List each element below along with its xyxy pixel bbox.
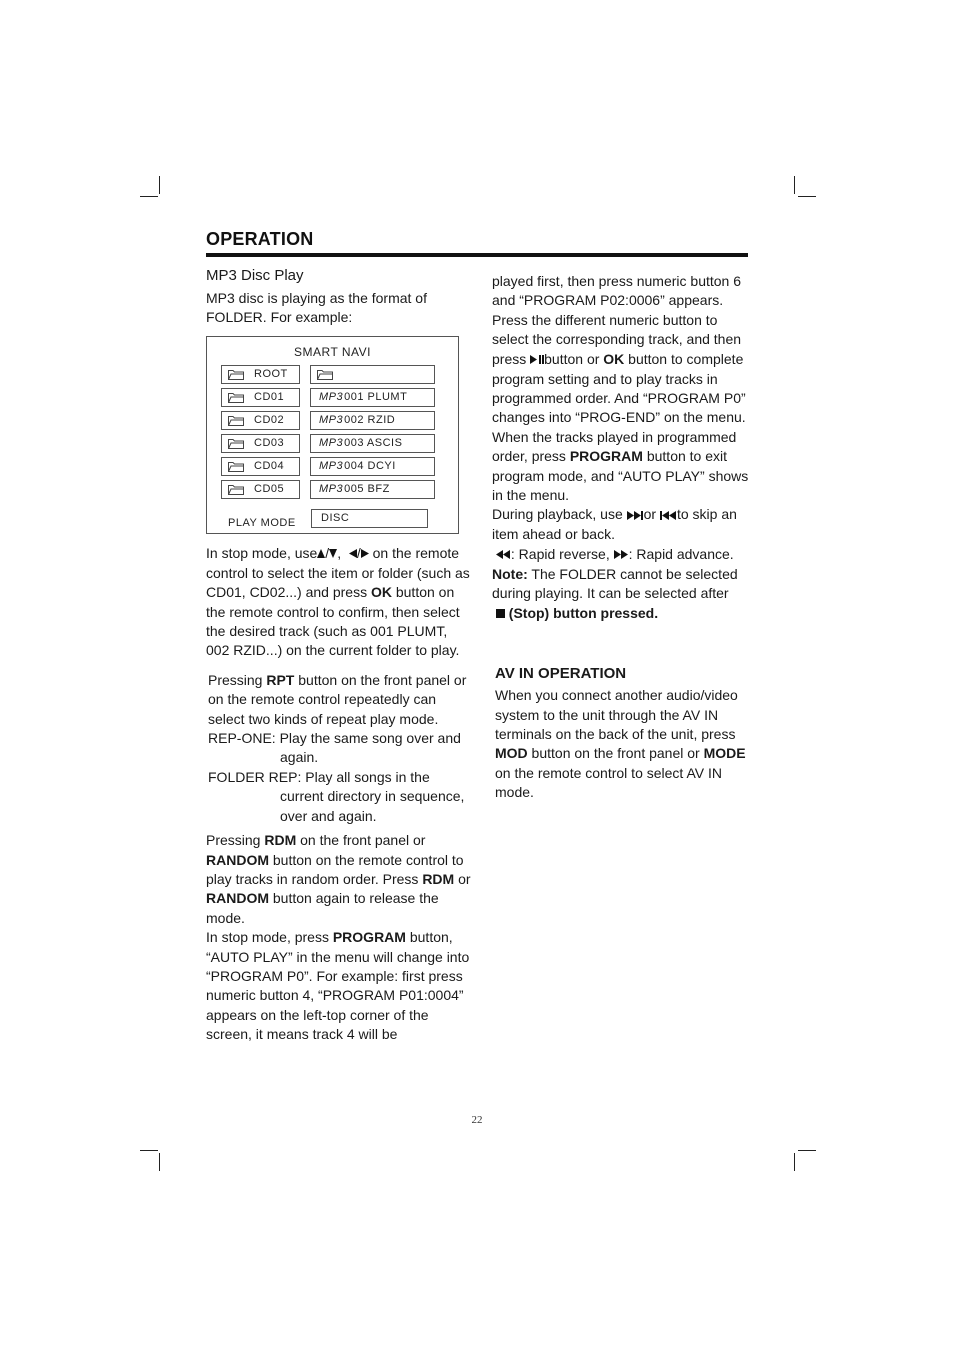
text: The FOLDER cannot be selected during playing. It can be selected after xyxy=(492,565,738,602)
right-arrow-icon xyxy=(361,544,369,563)
mod-label: MOD xyxy=(495,745,528,762)
mp3-prefix: MP3 xyxy=(319,390,344,403)
text: During playback, use xyxy=(492,506,627,523)
crop-mark xyxy=(159,176,160,194)
intro-paragraph: MP3 disc is playing as the format of FOLDER. For example: xyxy=(206,290,427,326)
crop-mark xyxy=(798,196,816,197)
mp3-prefix: MP3 xyxy=(319,413,344,426)
ok-label: OK xyxy=(370,584,392,601)
text: button to exit program mode, and “AUTO PLAY” shows in the menu. xyxy=(492,448,749,504)
av-in-paragraph xyxy=(495,686,750,802)
text: on the remote control to select AV IN mode. xyxy=(495,764,722,801)
mp3-prefix: MP3 xyxy=(319,482,344,495)
play-pause-icon xyxy=(530,350,544,369)
smart-navi-title: SMART NAVI xyxy=(293,344,372,359)
text: on the front panel or xyxy=(296,832,426,849)
note-label: Note: xyxy=(492,565,528,582)
text: button again to release the mode. xyxy=(206,890,439,926)
text: , xyxy=(337,544,342,561)
stop-label: (Stop) button pressed. xyxy=(508,604,659,621)
folder-item[interactable] xyxy=(221,411,300,430)
rapid-paragraph xyxy=(492,545,750,565)
track-label: 003 ASCIS xyxy=(344,436,403,449)
folder-label: CD02 xyxy=(254,413,285,426)
navigation-paragraph: In stop mode, use / , / on the remote control to select the item or folder (such as CD01, CD02...) and press OK button on the remote control to confirm, then select the desired track (such as 001 PLUMT, 002 RZID...) on the current folder to play. xyxy=(206,544,470,659)
rep-one-line: REP-ONE: Play the same song over and xyxy=(208,730,461,747)
track-label: 001 PLUMT xyxy=(344,390,408,403)
note-paragraph xyxy=(492,565,750,624)
folder-icon xyxy=(228,369,244,379)
skip-next-icon xyxy=(627,506,644,525)
track-label: 005 BFZ xyxy=(344,482,390,495)
page-title: OPERATION xyxy=(206,229,314,249)
rpt-label: RPT xyxy=(266,671,295,688)
text: In stop mode, use xyxy=(206,544,318,561)
folder-item[interactable] xyxy=(221,434,300,453)
text: on the remote control to select the item or folder (such as CD01, CD02...) and press xyxy=(206,544,470,601)
title-rule xyxy=(206,253,748,257)
track-item[interactable] xyxy=(310,457,435,476)
text: button, “AUTO PLAY” in the menu will change into “PROGRAM P0”. For example: first press numeric button 4, “PROGRAM P01:0004” appears on the left-top corner of the screen, it means track 4 will be xyxy=(206,929,470,1043)
section-heading-mp3: MP3 Disc Play xyxy=(206,267,304,284)
text: to skip an item ahead or back. xyxy=(492,506,737,543)
play-mode-label: PLAY MODE xyxy=(228,516,296,529)
crop-mark xyxy=(140,196,158,197)
program-paragraph xyxy=(206,928,474,1044)
play-mode-box xyxy=(311,509,428,528)
crop-mark xyxy=(140,1150,158,1151)
folder-rep-line-cont: current directory in sequence, xyxy=(280,788,465,805)
page-number: 22 xyxy=(471,1114,483,1126)
repeat-paragraph xyxy=(208,671,474,729)
folder-label: CD04 xyxy=(254,459,285,472)
mp3-prefix: MP3 xyxy=(319,459,344,472)
smart-navi-screen xyxy=(206,336,459,534)
folder-item[interactable] xyxy=(221,388,300,407)
text: button on the remote control to play tracks in random order. Press xyxy=(206,851,464,887)
crop-mark xyxy=(159,1153,160,1171)
track-item[interactable] xyxy=(310,388,435,407)
random-label: RANDOM xyxy=(206,851,269,868)
folder-item[interactable] xyxy=(221,480,300,499)
folder-icon xyxy=(228,415,244,425)
left-column xyxy=(206,266,474,1045)
text: Pressing xyxy=(206,832,265,849)
crop-mark xyxy=(794,176,795,194)
text: : Rapid reverse, xyxy=(510,545,614,562)
text: played first, then press numeric button 6 and “PROGRAM P02:0006” appears. Press the different numeric button to select the corresponding track, and then press xyxy=(492,273,742,367)
right-column xyxy=(492,272,750,803)
track-item[interactable] xyxy=(310,365,435,384)
random-label: RANDOM xyxy=(206,890,269,907)
folder-icon xyxy=(317,369,333,379)
folder-label: CD01 xyxy=(254,390,285,403)
folder-label: CD03 xyxy=(254,436,285,449)
text: button to complete program setting and to play tracks in programmed order. And “PROGRAM P0” changes into “PROG-END” on the menu. xyxy=(492,350,746,426)
mp3-prefix: MP3 xyxy=(319,436,344,449)
folder-icon xyxy=(228,392,244,402)
text: In stop mode, press xyxy=(206,929,333,946)
program-continued-paragraph xyxy=(492,272,750,428)
stop-icon xyxy=(496,604,505,623)
fast-forward-icon xyxy=(614,545,629,564)
left-arrow-icon xyxy=(349,544,357,563)
rewind-icon xyxy=(496,545,511,564)
ok-label: OK xyxy=(603,350,625,367)
text: button or xyxy=(544,350,604,367)
folder-icon xyxy=(228,461,244,471)
down-arrow-icon xyxy=(329,544,337,563)
exit-program-paragraph xyxy=(492,428,750,506)
track-item[interactable] xyxy=(310,411,435,430)
text: When the tracks played in programmed order, press xyxy=(492,428,737,465)
program-label: PROGRAM xyxy=(569,448,643,465)
text: button on the front panel or on the remote control repeatedly can select two kinds of repeat play mode. xyxy=(208,671,467,727)
section-heading-av-in: AV IN OPERATION xyxy=(495,664,627,682)
program-label: PROGRAM xyxy=(332,929,406,946)
track-label: 002 RZID xyxy=(344,413,396,426)
text: or xyxy=(643,506,660,523)
crop-mark xyxy=(798,1150,816,1151)
folder-item[interactable] xyxy=(221,365,300,384)
play-mode-value: DISC xyxy=(321,511,350,524)
folder-label: CD05 xyxy=(254,482,285,495)
folder-icon xyxy=(228,438,244,448)
text: or xyxy=(454,870,471,887)
up-arrow-icon xyxy=(317,544,325,563)
track-item[interactable] xyxy=(310,480,435,499)
random-paragraph xyxy=(206,831,474,928)
mode-label: MODE xyxy=(703,745,746,762)
skip-previous-icon xyxy=(660,506,677,525)
text: button on the front panel or xyxy=(527,745,704,762)
rdm-label: RDM xyxy=(264,832,297,849)
skip-paragraph xyxy=(492,505,750,544)
track-label: 004 DCYI xyxy=(344,459,396,472)
text: : Rapid advance. xyxy=(628,545,734,562)
text: Pressing xyxy=(208,671,267,688)
folder-item[interactable] xyxy=(221,457,300,476)
folder-label: ROOT xyxy=(254,367,288,380)
folder-icon xyxy=(228,484,244,494)
text: button on the remote control to confirm, then select the desired track (such as 001 PLUMT, 002 RZID...) on the current folder to play. xyxy=(206,584,460,659)
text: When you connect another audio/video system to the unit through the AV IN terminals on the back of the unit, press xyxy=(495,687,738,742)
folder-rep-line-cont: over and again. xyxy=(280,807,377,824)
crop-mark xyxy=(794,1153,795,1171)
rep-one-line-cont: again. xyxy=(280,749,319,766)
track-item[interactable] xyxy=(310,434,435,453)
folder-rep-line: FOLDER REP: Play all songs in the xyxy=(208,768,430,785)
rdm-label: RDM xyxy=(422,870,455,887)
